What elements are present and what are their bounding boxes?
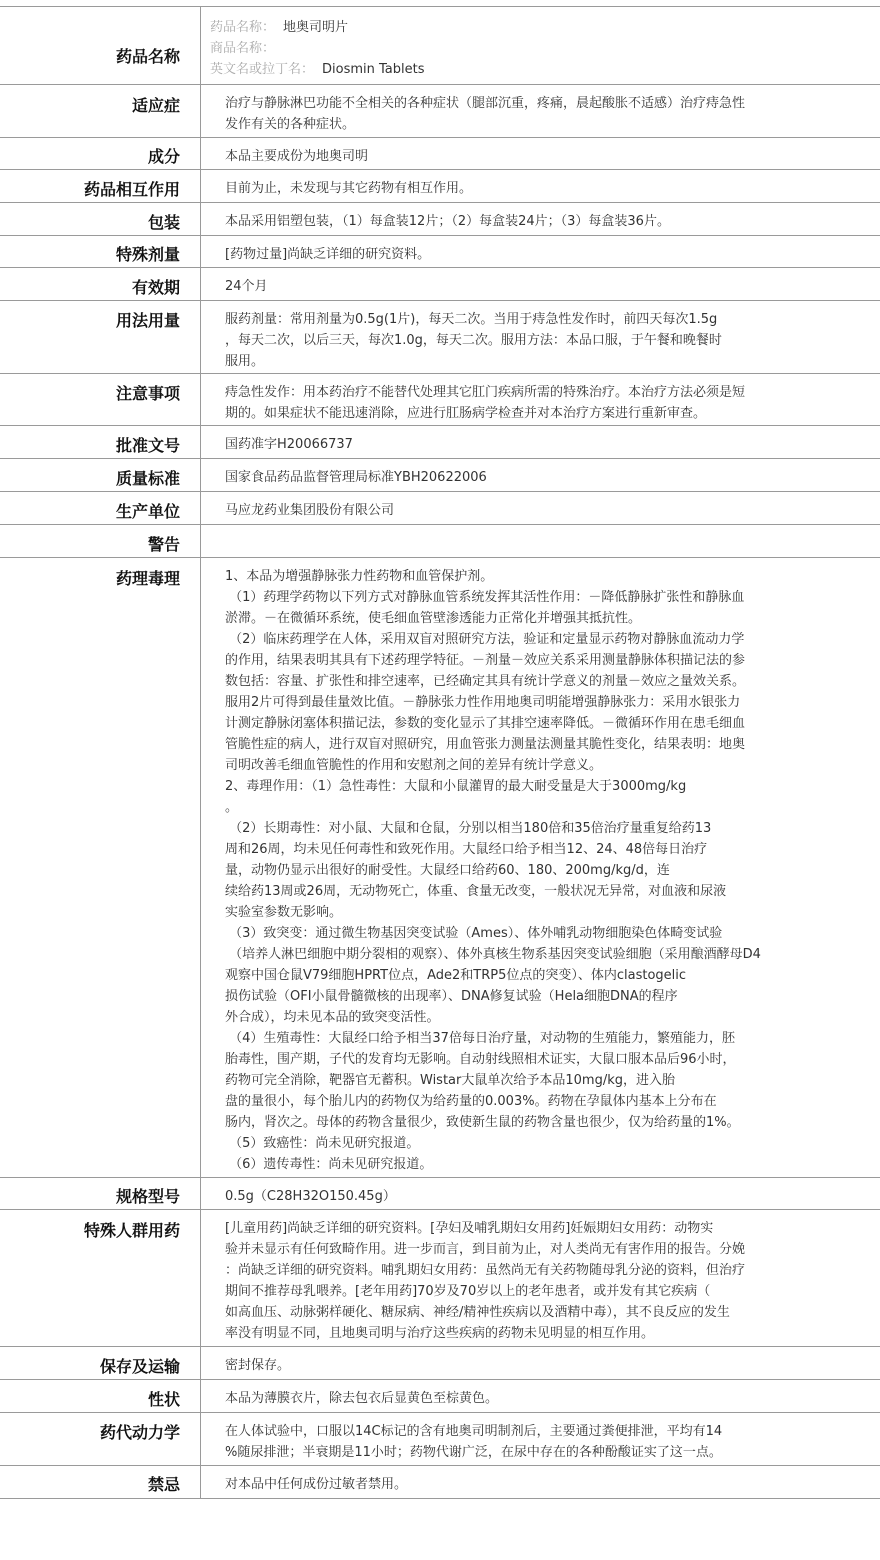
column-divider bbox=[200, 374, 201, 426]
column-divider bbox=[200, 7, 201, 85]
value-line: 率没有明显不同，且地奥司明与治疗这些疾病的药物未见明显的相互作用。 bbox=[225, 1326, 655, 1341]
column-divider bbox=[200, 459, 201, 492]
value-line: 密封保存。 bbox=[225, 1358, 291, 1373]
name-field-value: 地奥司明片 bbox=[283, 20, 349, 35]
value-line: 观察中国仓鼠V79细胞HPRT位点，Ade2和TRP5位点的突变）、体内clastogelic bbox=[225, 968, 687, 983]
value-line: ：尚缺乏详细的研究资料。哺乳期妇女用药：虽然尚无有关药物随母乳分泌的资料，但治疗 bbox=[225, 1263, 746, 1278]
value-line: 国家食品药品监督管理局标准YBH20622006 bbox=[225, 470, 487, 485]
column-divider bbox=[200, 85, 201, 138]
row-label: 药理毒理 bbox=[115, 569, 180, 588]
row-label-cell bbox=[0, 170, 190, 203]
row-label: 警告 bbox=[147, 535, 180, 554]
value-line: 服用2片可得到最佳量效比值。－静脉张力性作用地奥司明能增强静脉张力：采用水银张力 bbox=[225, 695, 741, 710]
value-line: 如高血压、动脉粥样硬化、糖尿病、神经/精神性疾病以及酒精中毒），其不良反应的发生 bbox=[225, 1305, 730, 1320]
value-line: 国药准字H20066737 bbox=[225, 437, 353, 452]
value-line: 服用。 bbox=[225, 354, 265, 369]
row-label-cell bbox=[0, 374, 190, 426]
row-label-cell bbox=[0, 1380, 190, 1413]
value-line: 肠内，肾次之。母体的药物含量很少，致使新生鼠的药物含量也很少，仅为给药量的1%。 bbox=[225, 1115, 740, 1130]
row-label-cell bbox=[0, 492, 190, 525]
table-row bbox=[0, 373, 880, 426]
value-line: 续给药13周或26周，无动物死亡，体重、食量无改变，一般状况无异常，对血液和尿液 bbox=[225, 884, 727, 899]
value-line: 量，动物仍显示出很好的耐受性。大鼠经口给药60、180、200mg/kg/d，连 bbox=[225, 863, 670, 878]
column-divider bbox=[200, 236, 201, 268]
value-line: 马应龙药业集团股份有限公司 bbox=[225, 503, 395, 518]
row-label: 性状 bbox=[147, 1390, 180, 1409]
table-row bbox=[0, 425, 880, 459]
row-label-cell bbox=[0, 1210, 190, 1347]
name-field-label: 药品名称： bbox=[210, 20, 276, 35]
row-value bbox=[225, 244, 815, 265]
value-line: 痔急性发作：用本药治疗不能替代处理其它肛门疾病所需的特殊治疗。本治疗方法必须是短 bbox=[225, 385, 746, 400]
row-label: 特殊剂量 bbox=[115, 245, 180, 264]
value-line: 在人体试验中，口服以14C标记的含有地奥司明制剂后，主要通过粪便排泄，平均有14 bbox=[225, 1424, 723, 1439]
row-label: 注意事项 bbox=[115, 384, 180, 403]
column-divider bbox=[200, 170, 201, 203]
column-divider bbox=[200, 1347, 201, 1380]
row-label: 批准文号 bbox=[115, 436, 180, 455]
column-divider bbox=[200, 1178, 201, 1210]
name-field-label: 商品名称： bbox=[210, 41, 276, 56]
table-row bbox=[0, 1465, 880, 1499]
row-label: 适应症 bbox=[131, 96, 180, 115]
row-value bbox=[225, 1355, 815, 1376]
value-line: 期间不推荐母乳喂养。[老年用药]70岁及70岁以上的老年患者，或并发有其它疾病（ bbox=[225, 1284, 711, 1299]
value-line: [药物过量]尚缺乏详细的研究资料。 bbox=[225, 247, 431, 262]
value-line: （1）药理学药物以下列方式对静脉血管系统发挥其活性作用：－降低静脉扩张性和静脉血 bbox=[225, 590, 745, 605]
value-line: 。 bbox=[225, 800, 239, 815]
value-line: 计测定静脉闭塞体积描记法，参数的变化显示了其排空速率降低。－微循环作用在患毛细血 bbox=[225, 716, 746, 731]
row-label-cell bbox=[0, 426, 190, 459]
table-row bbox=[0, 169, 880, 203]
row-value bbox=[225, 1388, 815, 1409]
row-label-cell bbox=[0, 138, 190, 170]
row-value bbox=[225, 467, 815, 488]
value-line: 对本品中任何成份过敏者禁用。 bbox=[225, 1477, 408, 1492]
row-value bbox=[225, 1218, 815, 1344]
table-row bbox=[0, 84, 880, 138]
value-line: 盘的量很小，每个胎儿内的药物仅为给药量的0.003%。药物在孕鼠体内基本上分布在 bbox=[225, 1094, 717, 1109]
value-line: 药物可完全消除，靶器官无蓄积。Wistar大鼠单次给予本品10mg/kg，进入胎 bbox=[225, 1073, 675, 1088]
row-label: 特殊人群用药 bbox=[83, 1221, 180, 1240]
value-line: 管脆性症的病人，进行双盲对照研究，用血管张力测量法测量其脆性变化，结果表明：地奥 bbox=[225, 737, 746, 752]
row-label-cell bbox=[0, 268, 190, 301]
column-divider bbox=[200, 492, 201, 525]
value-line: 淤滞。－在微循环系统，使毛细血管壁渗透能力正常化并增强其抵抗性。 bbox=[225, 611, 642, 626]
column-divider bbox=[200, 1413, 201, 1466]
value-line: 发作有关的各种症状。 bbox=[225, 117, 356, 132]
row-value bbox=[225, 1474, 815, 1495]
value-line: （6）遗传毒性：尚未见研究报道。 bbox=[225, 1157, 433, 1172]
row-label: 用法用量 bbox=[115, 311, 180, 330]
value-line: 实验室参数无影响。 bbox=[225, 905, 343, 920]
value-line: （2）长期毒性：对小鼠、大鼠和仓鼠，分别以相当180倍和35倍治疗量重复给药13 bbox=[225, 821, 712, 836]
value-line: 司明改善毛细血管脆性的作用和安慰剂之间的差异有统计学意义。 bbox=[225, 758, 603, 773]
column-divider bbox=[200, 525, 201, 558]
table-row bbox=[0, 267, 880, 301]
value-line: 24个月 bbox=[225, 279, 268, 294]
row-label-cell bbox=[0, 203, 190, 236]
value-line: （3）致突变：通过微生物基因突变试验（Ames）、体外哺乳动物细胞染色体畸变试验 bbox=[225, 926, 723, 941]
value-line: 治疗与静脉淋巴功能不全相关的各种症状（腿部沉重，疼痛，晨起酸胀不适感）治疗痔急性 bbox=[225, 96, 746, 111]
value-line: （4）生殖毒性：大鼠经口给予相当37倍每日治疗量，对动物的生殖能力，繁殖能力，胚 bbox=[225, 1031, 735, 1046]
value-line: ，每天二次，以后三天，每次1.0g，每天二次。服用方法：本品口服，于午餐和晚餐时 bbox=[225, 333, 722, 348]
value-line: [儿童用药]尚缺乏详细的研究资料。[孕妇及哺乳期妇女用药]妊娠期妇女用药：动物实 bbox=[225, 1221, 714, 1236]
row-label-cell bbox=[0, 459, 190, 492]
table-row bbox=[0, 300, 880, 374]
column-divider bbox=[200, 426, 201, 459]
row-value bbox=[225, 1186, 815, 1207]
row-value bbox=[225, 382, 815, 424]
row-label-cell bbox=[0, 558, 190, 1178]
table-row bbox=[0, 1346, 880, 1380]
value-line: 服药剂量：常用剂量为0.5g(1片)，每天二次。当用于痔急性发作时，前四天每次1.5g bbox=[225, 312, 718, 327]
value-line: 周和26周，均未见任何毒性和致死作用。大鼠经口给予相当12、24、48倍每日治疗 bbox=[225, 842, 708, 857]
row-value bbox=[225, 309, 815, 372]
table-row bbox=[0, 202, 880, 236]
row-label: 规格型号 bbox=[115, 1187, 180, 1206]
name-field-value: Diosmin Tablets bbox=[322, 62, 425, 77]
name-line bbox=[210, 38, 800, 59]
row-label: 有效期 bbox=[131, 278, 180, 297]
table-row bbox=[0, 6, 880, 85]
row-value bbox=[225, 434, 815, 455]
table-row bbox=[0, 524, 880, 558]
value-line: %随尿排泄；半衰期是11小时；药物代谢广泛，在尿中存在的各种酚酸证实了这一点。 bbox=[225, 1445, 722, 1460]
column-divider bbox=[200, 1466, 201, 1498]
value-line: 目前为止，未发现与其它药物有相互作用。 bbox=[225, 181, 473, 196]
row-label: 包装 bbox=[147, 213, 180, 232]
value-line: （培养人淋巴细胞中期分裂相的观察）、体外真核生物系基因突变试验细胞（采用酿酒酵母D4 bbox=[225, 947, 761, 962]
value-line: 损伤试验（OFI小鼠骨髓微核的出现率）、DNA修复试验（Hela细胞DNA的程序 bbox=[225, 989, 678, 1004]
value-line: 胎毒性，围产期，子代的发育均无影响。自动射线照相术证实，大鼠口服本品后96小时， bbox=[225, 1052, 736, 1067]
row-value bbox=[225, 276, 815, 297]
name-line bbox=[210, 59, 800, 80]
value-line: 本品采用铝塑包装，（1）每盒装12片；（2）每盒装24片；（3）每盒装36片。 bbox=[225, 214, 670, 229]
row-label: 质量标准 bbox=[115, 469, 180, 488]
column-divider bbox=[200, 558, 201, 1178]
value-line: 1、本品为增强静脉张力性药物和血管保护剂。 bbox=[225, 569, 494, 584]
column-divider bbox=[200, 1210, 201, 1347]
value-line: 外合成），均未见本品的致突变活性。 bbox=[225, 1010, 440, 1025]
row-label: 药代动力学 bbox=[99, 1423, 180, 1442]
value-line: 期的。如果症状不能迅速消除，应进行肛肠病学检查并对本治疗方案进行重新审查。 bbox=[225, 406, 707, 421]
row-label-cell bbox=[0, 236, 190, 268]
table-row bbox=[0, 1379, 880, 1413]
row-label-cell bbox=[0, 1466, 190, 1498]
row-label: 禁忌 bbox=[147, 1475, 180, 1494]
name-line bbox=[210, 17, 800, 38]
row-value bbox=[225, 500, 815, 521]
value-line: 2、毒理作用：（1）急性毒性：大鼠和小鼠灌胃的最大耐受量是大于3000mg/kg bbox=[225, 779, 687, 794]
row-label-cell bbox=[0, 1178, 190, 1210]
value-line: 数包括：容量、扩张性和排空速率，已经确定其具有统计学意义的剂量－效应之量效关系。 bbox=[225, 674, 746, 689]
value-line: （5）致癌性：尚未见研究报道。 bbox=[225, 1136, 420, 1151]
table-row bbox=[0, 491, 880, 525]
column-divider bbox=[200, 203, 201, 236]
column-divider bbox=[200, 1380, 201, 1413]
row-label-cell bbox=[0, 1413, 190, 1466]
row-value bbox=[210, 17, 800, 80]
value-line: 本品主要成份为地奥司明 bbox=[225, 149, 369, 164]
value-line: 验并未显示有任何致畸作用。进一步而言，到目前为止，对人类尚无有害作用的报告。分娩 bbox=[225, 1242, 746, 1257]
column-divider bbox=[200, 301, 201, 374]
row-value bbox=[225, 178, 815, 199]
value-line: 的作用，结果表明其具有下述药理学特征。－剂量－效应关系采用测量静脉体积描记法的参 bbox=[225, 653, 746, 668]
row-label-cell bbox=[0, 85, 190, 138]
row-value bbox=[225, 566, 815, 1175]
table-row bbox=[0, 557, 880, 1178]
row-label: 生产单位 bbox=[115, 502, 180, 521]
row-label-cell bbox=[0, 7, 190, 85]
value-line: 0.5g（C28H32O150.45g） bbox=[225, 1189, 396, 1204]
table-row bbox=[0, 137, 880, 170]
column-divider bbox=[200, 268, 201, 301]
row-label: 保存及运输 bbox=[99, 1357, 180, 1376]
row-label-cell bbox=[0, 525, 190, 558]
value-line: （2）临床药理学在人体，采用双盲对照研究方法，验证和定量显示药物对静脉血流动力学 bbox=[225, 632, 745, 647]
table-row bbox=[0, 458, 880, 492]
row-value bbox=[225, 211, 815, 232]
table-row bbox=[0, 1209, 880, 1347]
name-field-label: 英文名或拉丁名： bbox=[210, 62, 315, 77]
row-label: 药品相互作用 bbox=[83, 180, 180, 199]
row-label: 成分 bbox=[147, 147, 180, 166]
row-label-cell bbox=[0, 1347, 190, 1380]
table-row bbox=[0, 235, 880, 268]
column-divider bbox=[200, 138, 201, 170]
row-value bbox=[225, 146, 815, 167]
value-line: 本品为薄膜衣片，除去包衣后显黄色至棕黄色。 bbox=[225, 1391, 499, 1406]
table-row bbox=[0, 1412, 880, 1466]
table-row bbox=[0, 1177, 880, 1210]
row-label: 药品名称 bbox=[115, 47, 180, 66]
row-value bbox=[225, 1421, 815, 1463]
row-label-cell bbox=[0, 301, 190, 374]
row-value bbox=[225, 93, 815, 135]
